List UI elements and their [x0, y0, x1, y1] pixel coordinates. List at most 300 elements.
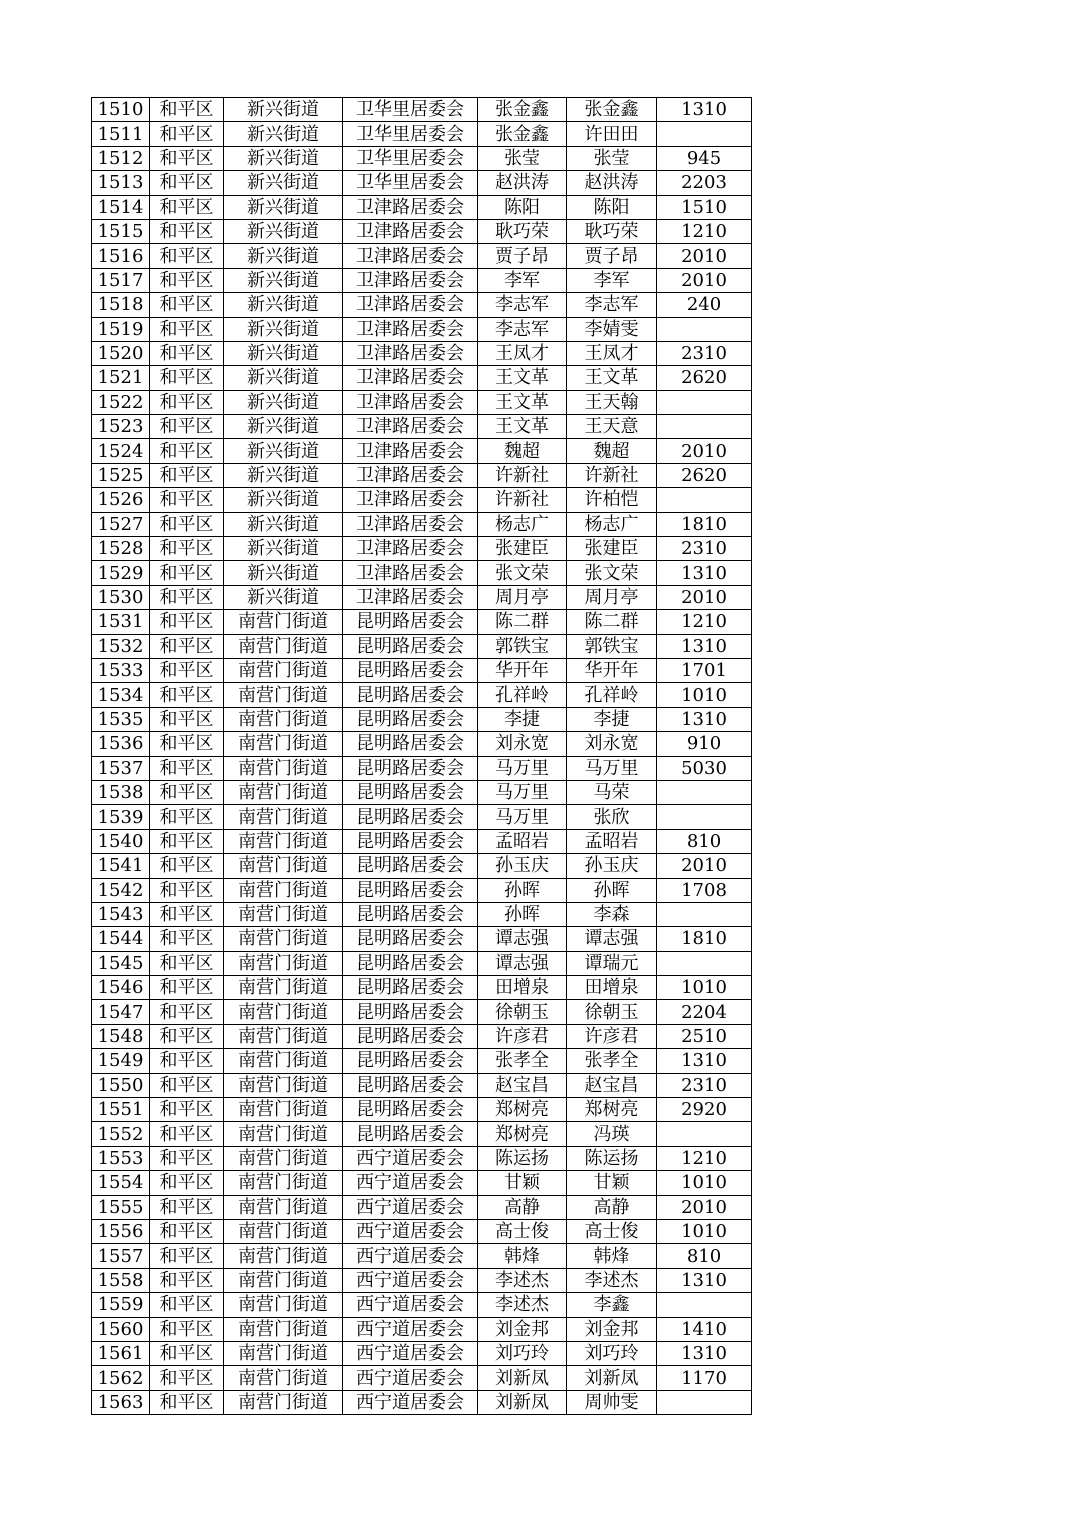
record-table: [91, 97, 752, 1415]
row-number-cell: 1524: [92, 439, 150, 463]
amount-cell: 1310: [657, 1341, 752, 1365]
table-row: [92, 829, 752, 853]
amount-cell: 2310: [657, 341, 752, 365]
amount-cell: [657, 122, 752, 146]
householder-cell: 甘颖: [478, 1171, 567, 1195]
table-row: [92, 195, 752, 219]
table-row: [92, 585, 752, 609]
member-cell: 谭志强: [567, 927, 657, 951]
street-cell: 新兴街道: [224, 585, 343, 609]
householder-cell: 马万里: [478, 756, 567, 780]
table-row: [92, 951, 752, 975]
street-cell: 新兴街道: [224, 122, 343, 146]
committee-cell: 昆明路居委会: [343, 707, 478, 731]
row-number-cell: 1556: [92, 1219, 150, 1243]
district-cell: 和平区: [150, 512, 224, 536]
amount-cell: [657, 805, 752, 829]
row-number-cell: 1526: [92, 488, 150, 512]
table-row: [92, 658, 752, 682]
householder-cell: 刘新凤: [478, 1390, 567, 1414]
table-row: [92, 1073, 752, 1097]
street-cell: 南营门街道: [224, 1293, 343, 1317]
householder-cell: 魏超: [478, 439, 567, 463]
committee-cell: 昆明路居委会: [343, 683, 478, 707]
amount-cell: 1510: [657, 195, 752, 219]
street-cell: 南营门街道: [224, 634, 343, 658]
householder-cell: 郑树亮: [478, 1098, 567, 1122]
amount-cell: 2620: [657, 463, 752, 487]
district-cell: 和平区: [150, 878, 224, 902]
committee-cell: 西宁道居委会: [343, 1195, 478, 1219]
member-cell: 田增泉: [567, 976, 657, 1000]
committee-cell: 卫津路居委会: [343, 415, 478, 439]
householder-cell: 王凤才: [478, 341, 567, 365]
member-cell: 李森: [567, 902, 657, 926]
amount-cell: [657, 951, 752, 975]
table-row: [92, 1098, 752, 1122]
street-cell: 南营门街道: [224, 1146, 343, 1170]
committee-cell: 昆明路居委会: [343, 951, 478, 975]
table-row: [92, 976, 752, 1000]
district-cell: 和平区: [150, 658, 224, 682]
member-cell: 张文荣: [567, 561, 657, 585]
row-number-cell: 1546: [92, 976, 150, 1000]
district-cell: 和平区: [150, 1146, 224, 1170]
amount-cell: 1210: [657, 1146, 752, 1170]
street-cell: 南营门街道: [224, 951, 343, 975]
district-cell: 和平区: [150, 171, 224, 195]
district-cell: 和平区: [150, 854, 224, 878]
committee-cell: 卫津路居委会: [343, 244, 478, 268]
district-cell: 和平区: [150, 902, 224, 926]
row-number-cell: 1555: [92, 1195, 150, 1219]
street-cell: 新兴街道: [224, 512, 343, 536]
amount-cell: 1310: [657, 1049, 752, 1073]
district-cell: 和平区: [150, 293, 224, 317]
district-cell: 和平区: [150, 585, 224, 609]
member-cell: 高静: [567, 1195, 657, 1219]
amount-cell: 2920: [657, 1098, 752, 1122]
member-cell: 李军: [567, 268, 657, 292]
householder-cell: 许新社: [478, 463, 567, 487]
district-cell: 和平区: [150, 415, 224, 439]
street-cell: 新兴街道: [224, 146, 343, 170]
table-row: [92, 1268, 752, 1292]
member-cell: 贾子昂: [567, 244, 657, 268]
committee-cell: 卫津路居委会: [343, 390, 478, 414]
row-number-cell: 1523: [92, 415, 150, 439]
row-number-cell: 1514: [92, 195, 150, 219]
row-number-cell: 1530: [92, 585, 150, 609]
householder-cell: 耿巧荣: [478, 219, 567, 243]
member-cell: 冯瑛: [567, 1122, 657, 1146]
member-cell: 陈运扬: [567, 1146, 657, 1170]
district-cell: 和平区: [150, 268, 224, 292]
table-row: [92, 1024, 752, 1048]
row-number-cell: 1533: [92, 658, 150, 682]
committee-cell: 卫津路居委会: [343, 195, 478, 219]
district-cell: 和平区: [150, 829, 224, 853]
row-number-cell: 1525: [92, 463, 150, 487]
row-number-cell: 1545: [92, 951, 150, 975]
member-cell: 王天翰: [567, 390, 657, 414]
amount-cell: 2010: [657, 1195, 752, 1219]
row-number-cell: 1563: [92, 1390, 150, 1414]
committee-cell: 卫华里居委会: [343, 122, 478, 146]
district-cell: 和平区: [150, 244, 224, 268]
row-number-cell: 1541: [92, 854, 150, 878]
committee-cell: 昆明路居委会: [343, 658, 478, 682]
row-number-cell: 1549: [92, 1049, 150, 1073]
district-cell: 和平区: [150, 537, 224, 561]
row-number-cell: 1520: [92, 341, 150, 365]
amount-cell: [657, 780, 752, 804]
table-row: [92, 366, 752, 390]
committee-cell: 西宁道居委会: [343, 1146, 478, 1170]
row-number-cell: 1513: [92, 171, 150, 195]
row-number-cell: 1535: [92, 707, 150, 731]
street-cell: 南营门街道: [224, 1390, 343, 1414]
district-cell: 和平区: [150, 98, 224, 122]
committee-cell: 昆明路居委会: [343, 805, 478, 829]
householder-cell: 李军: [478, 268, 567, 292]
member-cell: 郭铁宝: [567, 634, 657, 658]
committee-cell: 卫津路居委会: [343, 561, 478, 585]
street-cell: 南营门街道: [224, 1000, 343, 1024]
member-cell: 刘金邦: [567, 1317, 657, 1341]
householder-cell: 王文革: [478, 366, 567, 390]
row-number-cell: 1550: [92, 1073, 150, 1097]
committee-cell: 西宁道居委会: [343, 1390, 478, 1414]
table-row: [92, 219, 752, 243]
householder-cell: 高静: [478, 1195, 567, 1219]
district-cell: 和平区: [150, 219, 224, 243]
committee-cell: 卫津路居委会: [343, 341, 478, 365]
district-cell: 和平区: [150, 1122, 224, 1146]
district-cell: 和平区: [150, 561, 224, 585]
amount-cell: 1210: [657, 610, 752, 634]
district-cell: 和平区: [150, 634, 224, 658]
householder-cell: 赵洪涛: [478, 171, 567, 195]
district-cell: 和平区: [150, 488, 224, 512]
table-row: [92, 1366, 752, 1390]
member-cell: 赵洪涛: [567, 171, 657, 195]
row-number-cell: 1518: [92, 293, 150, 317]
district-cell: 和平区: [150, 439, 224, 463]
householder-cell: 王文革: [478, 415, 567, 439]
street-cell: 南营门街道: [224, 1024, 343, 1048]
street-cell: 南营门街道: [224, 1049, 343, 1073]
table-row: [92, 439, 752, 463]
district-cell: 和平区: [150, 610, 224, 634]
district-cell: 和平区: [150, 1366, 224, 1390]
committee-cell: 昆明路居委会: [343, 927, 478, 951]
householder-cell: 许彦君: [478, 1024, 567, 1048]
row-number-cell: 1554: [92, 1171, 150, 1195]
committee-cell: 昆明路居委会: [343, 1024, 478, 1048]
householder-cell: 陈阳: [478, 195, 567, 219]
member-cell: 李捷: [567, 707, 657, 731]
row-number-cell: 1529: [92, 561, 150, 585]
committee-cell: 昆明路居委会: [343, 854, 478, 878]
table-row: [92, 927, 752, 951]
committee-cell: 卫津路居委会: [343, 463, 478, 487]
district-cell: 和平区: [150, 317, 224, 341]
householder-cell: 陈运扬: [478, 1146, 567, 1170]
householder-cell: 马万里: [478, 805, 567, 829]
table-row: [92, 488, 752, 512]
amount-cell: [657, 1293, 752, 1317]
table-row: [92, 415, 752, 439]
street-cell: 新兴街道: [224, 98, 343, 122]
amount-cell: [657, 317, 752, 341]
street-cell: 新兴街道: [224, 317, 343, 341]
street-cell: 南营门街道: [224, 1341, 343, 1365]
table-row: [92, 341, 752, 365]
member-cell: 许彦君: [567, 1024, 657, 1048]
table-row: [92, 1219, 752, 1243]
district-cell: 和平区: [150, 1341, 224, 1365]
member-cell: 周帅雯: [567, 1390, 657, 1414]
amount-cell: 1810: [657, 512, 752, 536]
member-cell: 刘永宽: [567, 732, 657, 756]
householder-cell: 孙晖: [478, 878, 567, 902]
district-cell: 和平区: [150, 976, 224, 1000]
district-cell: 和平区: [150, 951, 224, 975]
district-cell: 和平区: [150, 927, 224, 951]
householder-cell: 张孝全: [478, 1049, 567, 1073]
member-cell: 孟昭岩: [567, 829, 657, 853]
row-number-cell: 1544: [92, 927, 150, 951]
amount-cell: 1010: [657, 1171, 752, 1195]
amount-cell: [657, 1122, 752, 1146]
street-cell: 新兴街道: [224, 463, 343, 487]
householder-cell: 马万里: [478, 780, 567, 804]
table-row: [92, 683, 752, 707]
street-cell: 南营门街道: [224, 805, 343, 829]
member-cell: 孙玉庆: [567, 854, 657, 878]
table-row: [92, 610, 752, 634]
row-number-cell: 1539: [92, 805, 150, 829]
committee-cell: 昆明路居委会: [343, 1049, 478, 1073]
householder-cell: 郭铁宝: [478, 634, 567, 658]
amount-cell: 2310: [657, 537, 752, 561]
amount-cell: 2510: [657, 1024, 752, 1048]
street-cell: 新兴街道: [224, 244, 343, 268]
amount-cell: 2010: [657, 439, 752, 463]
row-number-cell: 1547: [92, 1000, 150, 1024]
street-cell: 新兴街道: [224, 219, 343, 243]
district-cell: 和平区: [150, 1390, 224, 1414]
row-number-cell: 1510: [92, 98, 150, 122]
householder-cell: 刘新凤: [478, 1366, 567, 1390]
householder-cell: 华开年: [478, 658, 567, 682]
table-row: [92, 122, 752, 146]
amount-cell: 1310: [657, 707, 752, 731]
row-number-cell: 1562: [92, 1366, 150, 1390]
row-number-cell: 1538: [92, 780, 150, 804]
street-cell: 南营门街道: [224, 1244, 343, 1268]
table-row: [92, 512, 752, 536]
table-row: [92, 805, 752, 829]
district-cell: 和平区: [150, 1098, 224, 1122]
street-cell: 南营门街道: [224, 756, 343, 780]
table-row: [92, 634, 752, 658]
row-number-cell: 1557: [92, 1244, 150, 1268]
street-cell: 新兴街道: [224, 341, 343, 365]
amount-cell: 1010: [657, 1219, 752, 1243]
householder-cell: 赵宝昌: [478, 1073, 567, 1097]
member-cell: 马万里: [567, 756, 657, 780]
amount-cell: 1410: [657, 1317, 752, 1341]
district-cell: 和平区: [150, 341, 224, 365]
householder-cell: 郑树亮: [478, 1122, 567, 1146]
row-number-cell: 1517: [92, 268, 150, 292]
member-cell: 张孝全: [567, 1049, 657, 1073]
amount-cell: 2204: [657, 1000, 752, 1024]
row-number-cell: 1559: [92, 1293, 150, 1317]
householder-cell: 李述杰: [478, 1268, 567, 1292]
committee-cell: 卫津路居委会: [343, 293, 478, 317]
householder-cell: 杨志广: [478, 512, 567, 536]
householder-cell: 谭志强: [478, 951, 567, 975]
district-cell: 和平区: [150, 1244, 224, 1268]
amount-cell: 2010: [657, 585, 752, 609]
table-row: [92, 1195, 752, 1219]
row-number-cell: 1531: [92, 610, 150, 634]
householder-cell: 李述杰: [478, 1293, 567, 1317]
amount-cell: 2310: [657, 1073, 752, 1097]
table-row: [92, 1293, 752, 1317]
member-cell: 赵宝昌: [567, 1073, 657, 1097]
row-number-cell: 1548: [92, 1024, 150, 1048]
householder-cell: 韩烽: [478, 1244, 567, 1268]
row-number-cell: 1532: [92, 634, 150, 658]
member-cell: 高士俊: [567, 1219, 657, 1243]
householder-cell: 张建臣: [478, 537, 567, 561]
table-row: [92, 1390, 752, 1414]
committee-cell: 昆明路居委会: [343, 878, 478, 902]
member-cell: 李述杰: [567, 1268, 657, 1292]
street-cell: 南营门街道: [224, 1073, 343, 1097]
householder-cell: 周月亭: [478, 585, 567, 609]
table-row: [92, 854, 752, 878]
householder-cell: 贾子昂: [478, 244, 567, 268]
row-number-cell: 1540: [92, 829, 150, 853]
member-cell: 甘颖: [567, 1171, 657, 1195]
amount-cell: [657, 390, 752, 414]
row-number-cell: 1542: [92, 878, 150, 902]
amount-cell: 240: [657, 293, 752, 317]
district-cell: 和平区: [150, 366, 224, 390]
row-number-cell: 1553: [92, 1146, 150, 1170]
row-number-cell: 1534: [92, 683, 150, 707]
street-cell: 南营门街道: [224, 927, 343, 951]
row-number-cell: 1558: [92, 1268, 150, 1292]
amount-cell: 5030: [657, 756, 752, 780]
amount-cell: 1310: [657, 634, 752, 658]
district-cell: 和平区: [150, 1024, 224, 1048]
amount-cell: 1701: [657, 658, 752, 682]
member-cell: 徐朝玉: [567, 1000, 657, 1024]
table-row: [92, 707, 752, 731]
table-body: [92, 98, 752, 1415]
member-cell: 许柏恺: [567, 488, 657, 512]
table-row: [92, 780, 752, 804]
district-cell: 和平区: [150, 1268, 224, 1292]
table-row: [92, 1000, 752, 1024]
amount-cell: 1170: [657, 1366, 752, 1390]
committee-cell: 卫津路居委会: [343, 317, 478, 341]
householder-cell: 孙玉庆: [478, 854, 567, 878]
district-cell: 和平区: [150, 390, 224, 414]
committee-cell: 西宁道居委会: [343, 1366, 478, 1390]
district-cell: 和平区: [150, 780, 224, 804]
committee-cell: 西宁道居委会: [343, 1293, 478, 1317]
amount-cell: 1010: [657, 683, 752, 707]
amount-cell: 1010: [657, 976, 752, 1000]
committee-cell: 昆明路居委会: [343, 1098, 478, 1122]
district-cell: 和平区: [150, 1219, 224, 1243]
row-number-cell: 1512: [92, 146, 150, 170]
row-number-cell: 1516: [92, 244, 150, 268]
street-cell: 新兴街道: [224, 366, 343, 390]
householder-cell: 田增泉: [478, 976, 567, 1000]
member-cell: 孔祥岭: [567, 683, 657, 707]
table-row: [92, 171, 752, 195]
member-cell: 李婧雯: [567, 317, 657, 341]
amount-cell: 1310: [657, 1268, 752, 1292]
table-row: [92, 561, 752, 585]
row-number-cell: 1522: [92, 390, 150, 414]
amount-cell: 810: [657, 1244, 752, 1268]
table-row: [92, 1122, 752, 1146]
row-number-cell: 1521: [92, 366, 150, 390]
district-cell: 和平区: [150, 463, 224, 487]
member-cell: 马荣: [567, 780, 657, 804]
householder-cell: 许新社: [478, 488, 567, 512]
committee-cell: 西宁道居委会: [343, 1317, 478, 1341]
amount-cell: 2010: [657, 268, 752, 292]
member-cell: 谭瑞元: [567, 951, 657, 975]
district-cell: 和平区: [150, 1000, 224, 1024]
street-cell: 南营门街道: [224, 610, 343, 634]
householder-cell: 孙晖: [478, 902, 567, 926]
committee-cell: 昆明路居委会: [343, 1073, 478, 1097]
householder-cell: 高士俊: [478, 1219, 567, 1243]
householder-cell: 李捷: [478, 707, 567, 731]
committee-cell: 昆明路居委会: [343, 902, 478, 926]
street-cell: 南营门街道: [224, 1098, 343, 1122]
district-cell: 和平区: [150, 1171, 224, 1195]
committee-cell: 昆明路居委会: [343, 1122, 478, 1146]
member-cell: 华开年: [567, 658, 657, 682]
amount-cell: 1708: [657, 878, 752, 902]
street-cell: 南营门街道: [224, 1317, 343, 1341]
street-cell: 南营门街道: [224, 707, 343, 731]
street-cell: 南营门街道: [224, 732, 343, 756]
householder-cell: 谭志强: [478, 927, 567, 951]
amount-cell: 2010: [657, 244, 752, 268]
householder-cell: 刘巧玲: [478, 1341, 567, 1365]
row-number-cell: 1552: [92, 1122, 150, 1146]
row-number-cell: 1519: [92, 317, 150, 341]
district-cell: 和平区: [150, 805, 224, 829]
street-cell: 南营门街道: [224, 1219, 343, 1243]
street-cell: 南营门街道: [224, 683, 343, 707]
street-cell: 南营门街道: [224, 1171, 343, 1195]
amount-cell: 1310: [657, 561, 752, 585]
